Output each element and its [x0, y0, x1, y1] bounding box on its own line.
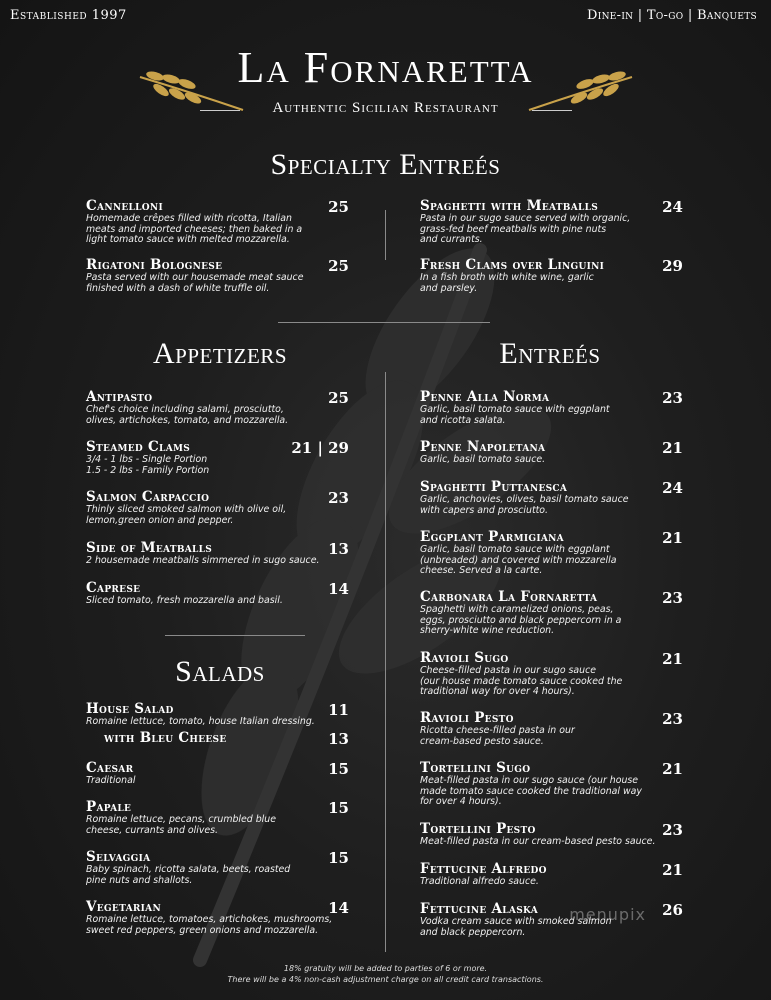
menu-item-price: 23 [662, 389, 683, 407]
menu-item-selvaggia [86, 850, 290, 886]
menu-item-name: House Salad [86, 701, 174, 717]
menu-item-with-bleu-cheese [104, 731, 227, 746]
section-title-specialty: Specialty Entreés [270, 148, 501, 181]
footer-gratuity: 18% gratuity will be added to parties of 6 or more. [283, 964, 488, 973]
menu-item-eggplant-parmigiana [420, 530, 616, 577]
menu-item-name: with Bleu Cheese [104, 730, 227, 746]
menu-item-description: light tomato sauce with melted mozzarella. [86, 234, 290, 246]
center-divider [385, 372, 386, 952]
menu-item-description: Traditional alfredo sauce. [420, 876, 539, 887]
menu-item-name: Steamed Clams [86, 439, 191, 455]
menu-item-caesar [86, 761, 135, 787]
menu-item-price: 13 [328, 540, 349, 558]
menu-item-tortellini-sugo [420, 761, 642, 808]
menu-item-vegetarian [86, 900, 332, 936]
section-title-appetizers: Appetizers [152, 337, 287, 370]
menu-item-name: Caprese [86, 580, 141, 596]
menu-item-description: Meat-filled pasta in our cream-based pesto sauce. [420, 836, 656, 847]
menu-item-ravioli-pesto [420, 711, 575, 747]
specialty-bottom-rule [278, 322, 490, 323]
menu-item-spaghetti-with-meatballs [420, 199, 630, 246]
section-title-salads: Salads [175, 655, 265, 688]
menu-item-price: 23 [662, 589, 683, 607]
menu-item-steamed-clams [86, 440, 209, 476]
menu-item-fresh-clams-over-linguini [420, 258, 604, 294]
menu-item-description: Meat-filled pasta in our sugo sauce (our house [420, 775, 639, 786]
menu-item-description: olives, artichokes, tomato, and mozzarella. [86, 414, 289, 426]
menu-item-description: eggs, prosciutto and black peppercorn in a [420, 614, 622, 626]
menu-item-spaghetti-puttanesca [420, 480, 629, 516]
menu-item-description: Vodka cream sauce with smoked salmon [420, 916, 612, 927]
menu-item-price: 21 [662, 529, 683, 547]
menu-item-name: Ravioli Sugo [420, 650, 509, 666]
footer-adjustment: There will be a 4% non-cash adjustment charge on all credit card transactions. [227, 975, 544, 984]
menu-item-carbonara-la-fornaretta [420, 590, 621, 637]
menu-item-name: Fettucine Alaska [420, 901, 539, 917]
menu-item-price: 24 [662, 479, 683, 497]
menu-item-description: grass-fed beef meatballs with pine nuts [420, 223, 607, 235]
menu-item-price: 26 [662, 901, 683, 919]
menu-item-price: 21 [662, 439, 683, 457]
menu-item-description: Homemade crêpes filled with ricotta, Italian [86, 213, 292, 224]
menu-item-name: Tortellini Pesto [420, 821, 536, 837]
menu-item-name: Antipasto [86, 389, 153, 405]
menupix-watermark: menupix [569, 905, 646, 924]
menu-item-name: Fresh Clams over Linguini [420, 257, 605, 273]
menu-item-name: Selvaggia [86, 849, 151, 865]
menu-item-description: sweet red peppers, green onions and mozzarella. [86, 924, 319, 936]
menu-item-description: Sliced tomato, fresh mozzarella and basil. [86, 595, 283, 606]
menu-item-price: 15 [328, 849, 349, 867]
menu-item-price: 25 [328, 389, 349, 407]
menu-item-description: Chef's choice including salami, prosciutto, [86, 404, 284, 415]
section-title-entrees: Entreés [499, 337, 601, 370]
menu-item-name: Vegetarian [86, 899, 161, 915]
menu-item-description: Romaine lettuce, tomato, house Italian dressing. [86, 716, 315, 727]
menu-item-description: Cheese-filled pasta in our sugo sauce [420, 665, 597, 676]
menu-item-description: Baby spinach, ricotta salata, beets, roasted [86, 864, 291, 875]
menu-item-description: Pasta in our sugo sauce served with organic, [420, 213, 631, 224]
menu-item-fettucine-alfredo [420, 862, 547, 888]
menu-item-price: 13 [328, 730, 349, 748]
menu-item-description: for over 4 hours). [420, 796, 502, 808]
menu-item-description: Romaine lettuce, tomatoes, artichokes, mushrooms, [86, 914, 333, 925]
menu-item-description: 1.5 - 2 lbs - Family Portion [86, 464, 210, 476]
menu-item-name: Penne Napoletana [420, 439, 546, 455]
menu-item-description: Garlic, basil tomato sauce with eggplant [420, 404, 610, 415]
menu-item-price: 23 [662, 821, 683, 839]
menu-item-name: Cannelloni [86, 198, 163, 214]
menu-item-price: 21 | 29 [291, 439, 349, 457]
menu-item-description: Garlic, basil tomato sauce with eggplant [420, 544, 610, 555]
menu-item-rigatoni-bolognese [86, 258, 303, 294]
menu-item-name: Caesar [86, 760, 134, 776]
specialty-divider [385, 210, 386, 260]
menu-item-name: Penne Alla Norma [420, 389, 550, 405]
menu-item-house-salad [86, 702, 315, 728]
menu-item-description: 3/4 - 1 lbs - Single Portion [86, 454, 208, 465]
menu-item-side-of-meatballs [86, 541, 319, 567]
menu-item-name: Salmon Carpaccio [86, 489, 210, 505]
menu-item-name: Spaghetti with Meatballs [420, 198, 599, 214]
menu-item-description: made tomato sauce cooked the traditional way [420, 785, 642, 797]
menu-item-description: (unbreaded) and covered with mozzarella [420, 554, 617, 566]
menu-item-description: 2 housemade meatballs simmered in sugo sauce. [86, 555, 320, 566]
menu-item-description: In a fish broth with white wine, garlic [420, 272, 594, 283]
menu-item-penne-alla-norma [420, 390, 610, 426]
menu-item-price: 11 [328, 701, 349, 719]
menu-item-price: 21 [662, 760, 683, 778]
menu-item-price: 21 [662, 861, 683, 879]
menu-item-price: 29 [662, 257, 683, 275]
menu-item-tortellini-pesto [420, 822, 655, 848]
menu-item-price: 24 [662, 198, 683, 216]
menu-item-description: Ricotta cheese-filled pasta in our [420, 725, 575, 736]
appetizers-bottom-rule [165, 635, 305, 636]
menu-item-name: Fettucine Alfredo [420, 861, 547, 877]
menu-item-description: cream-based pesto sauce. [420, 735, 544, 747]
menu-item-description: and parsley. [420, 282, 478, 294]
menu-item-description: Pasta served with our housemade meat sauce [86, 272, 304, 283]
menu-item-name: Rigatoni Bolognese [86, 257, 223, 273]
menu-item-price: 15 [328, 760, 349, 778]
menu-item-name: Ravioli Pesto [420, 710, 514, 726]
menu-item-salmon-carpaccio [86, 490, 286, 526]
menu-item-name: Eggplant Parmigiana [420, 529, 564, 545]
menu-item-penne-napoletana [420, 440, 545, 466]
menu-item-description: Spaghetti with caramelized onions, peas, [420, 604, 614, 615]
menu-item-description: cheese. Served a la carte. [420, 565, 543, 577]
menu-item-antipasto [86, 390, 288, 426]
menu-item-ravioli-sugo [420, 651, 622, 698]
menu-item-description: Garlic, basil tomato sauce. [420, 454, 546, 465]
menu-item-description: traditional way for over 4 hours). [420, 686, 575, 698]
menu-item-description: cheese, currants and olives. [86, 824, 219, 836]
menu-item-price: 25 [328, 257, 349, 275]
menu-item-name: Papale [86, 799, 132, 815]
menu-item-description: Romaine lettuce, pecans, crumbled blue [86, 814, 276, 825]
menu-item-price: 14 [328, 580, 349, 598]
menu-item-description: sherry-white wine reduction. [420, 625, 555, 637]
menu-item-price: 21 [662, 650, 683, 668]
menu-item-description: Thinly sliced smoked salmon with olive oil, [86, 504, 287, 515]
menu-item-cannelloni [86, 199, 302, 246]
menu-item-description: meats and imported cheeses; then baked in a [86, 223, 303, 235]
menu-item-description: with capers and prosciutto. [420, 504, 549, 516]
menu-item-description: pine nuts and shallots. [86, 874, 193, 886]
menu-item-description: and black peppercorn. [420, 926, 526, 938]
menu-item-description: Traditional [86, 775, 136, 786]
menu-item-name: Carbonara La Fornaretta [420, 589, 598, 605]
menu-item-description: and currants. [420, 234, 483, 246]
menu-item-price: 14 [328, 899, 349, 917]
menu-item-price: 15 [328, 799, 349, 817]
menu-item-name: Side of Meatballs [86, 540, 213, 556]
menu-item-description: and ricotta salata. [420, 414, 506, 426]
restaurant-name: La Fornaretta [237, 43, 534, 92]
menu-item-price: 23 [328, 489, 349, 507]
menu-item-description: Garlic, anchovies, olives, basil tomato sauce [420, 494, 629, 505]
menu-item-name: Tortellini Sugo [420, 760, 531, 776]
established-text: Established 1997 [10, 8, 127, 23]
menu-item-caprese [86, 581, 283, 607]
menu-item-price: 25 [328, 198, 349, 216]
menu-item-description: finished with a dash of white truffle oil. [86, 282, 270, 294]
menu-item-description: (our house made tomato sauce cooked the [420, 675, 623, 687]
menu-item-description: lemon,green onion and pepper. [86, 514, 234, 526]
restaurant-tagline: Authentic Sicilian Restaurant [272, 100, 499, 116]
menu-item-price: 23 [662, 710, 683, 728]
menu-item-name: Spaghetti Puttanesca [420, 479, 568, 495]
menu-item-papale [86, 800, 276, 836]
services-text: Dine-in | To-go | Banquets [587, 8, 757, 23]
